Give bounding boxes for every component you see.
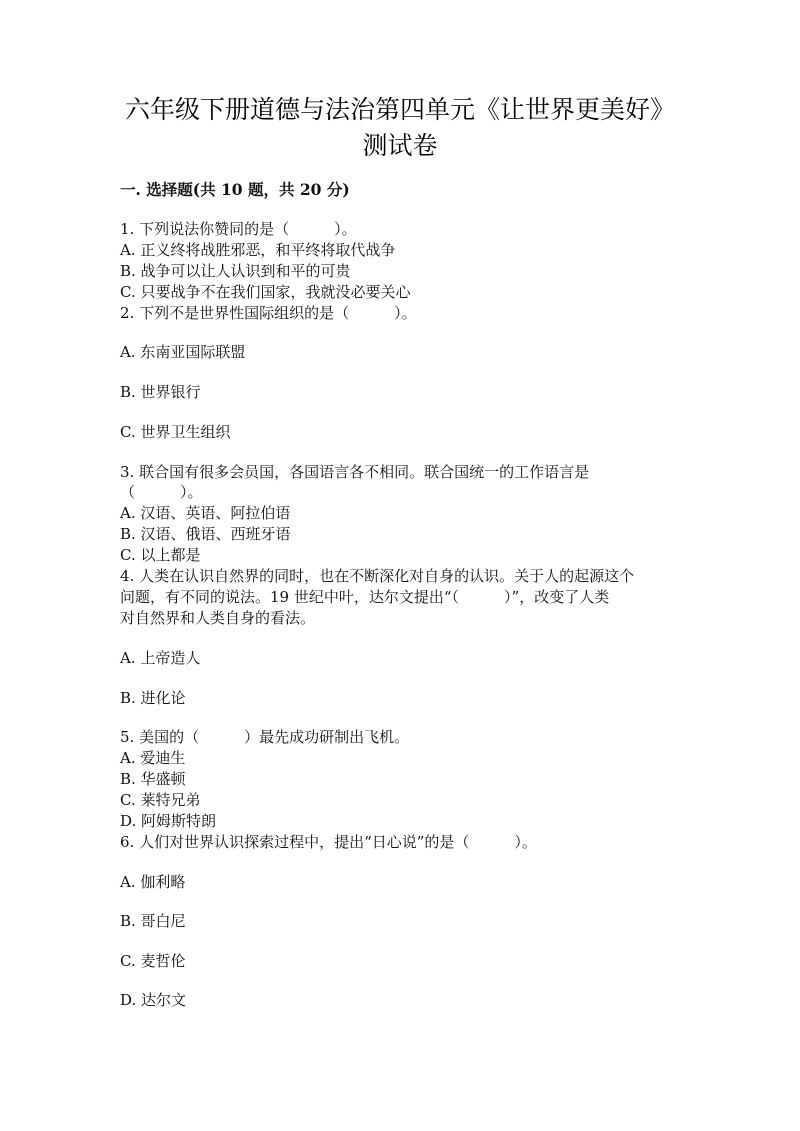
question-2-option-b: B. 世界银行 [120, 383, 201, 401]
question-6-option-b: B. 哥白尼 [120, 912, 186, 930]
question-3-option-c: C. 以上都是 [120, 546, 201, 564]
question-3-stem: 3. 联合国有很多会员国，各国语言各不相同。联合国统一的工作语言是 [120, 463, 590, 481]
question-3-stem-cont: （ ）。 [120, 483, 203, 501]
question-5-option-a: A. 爱迪生 [120, 749, 186, 767]
question-3-option-a: A. 汉语、英语、阿拉伯语 [120, 504, 291, 522]
question-5-option-b: B. 华盛顿 [120, 770, 186, 788]
question-2-option-a: A. 东南亚国际联盟 [120, 343, 246, 361]
question-1-option-a: A. 正义终将战胜邪恶，和平终将取代战争 [120, 241, 396, 259]
question-2-option-c: C. 世界卫生组织 [120, 423, 231, 441]
question-6-option-a: A. 伽利略 [120, 873, 186, 891]
question-5-stem: 5. 美国的（ ）最先成功研制出飞机。 [120, 728, 410, 746]
question-3-option-b: B. 汉语、俄语、西班牙语 [120, 525, 291, 543]
page-subtitle: 测试卷 [362, 131, 438, 160]
question-4-option-a: A. 上帝造人 [120, 649, 201, 667]
question-4-stem-cont-2: 对自然界和人类自身的看法。 [120, 609, 316, 627]
question-4-option-b: B. 进化论 [120, 689, 186, 707]
question-5-option-d: D. 阿姆斯特朗 [120, 812, 217, 830]
section-heading: 一. 选择题(共 10 题，共 20 分) [120, 180, 350, 199]
question-4-stem-cont-1: 问题，有不同的说法。19 世纪中叶，达尔文提出“（ ）”，改变了人类 [120, 588, 610, 606]
question-1-option-c: C. 只要战争不在我们国家，我就没必要关心 [120, 283, 411, 301]
question-5-option-c: C. 莱特兄弟 [120, 791, 201, 809]
question-4-stem: 4. 人类在认识自然界的同时，也在不断深化对自身的认识。关于人的起源这个 [120, 567, 635, 585]
question-6-option-d: D. 达尔文 [120, 991, 187, 1009]
question-6-stem: 6. 人们对世界认识探索过程中，提出“日心说”的是（ ）。 [120, 833, 537, 851]
question-2-stem: 2. 下列不是世界性国际组织的是（ ）。 [120, 304, 417, 322]
question-1-stem: 1. 下列说法你赞同的是（ ）。 [120, 220, 357, 238]
page-title: 六年级下册道德与法治第四单元《让世界更美好》 [124, 95, 675, 124]
question-1-option-b: B. 战争可以让人认识到和平的可贵 [120, 262, 351, 280]
question-6-option-c: C. 麦哲伦 [120, 952, 186, 970]
